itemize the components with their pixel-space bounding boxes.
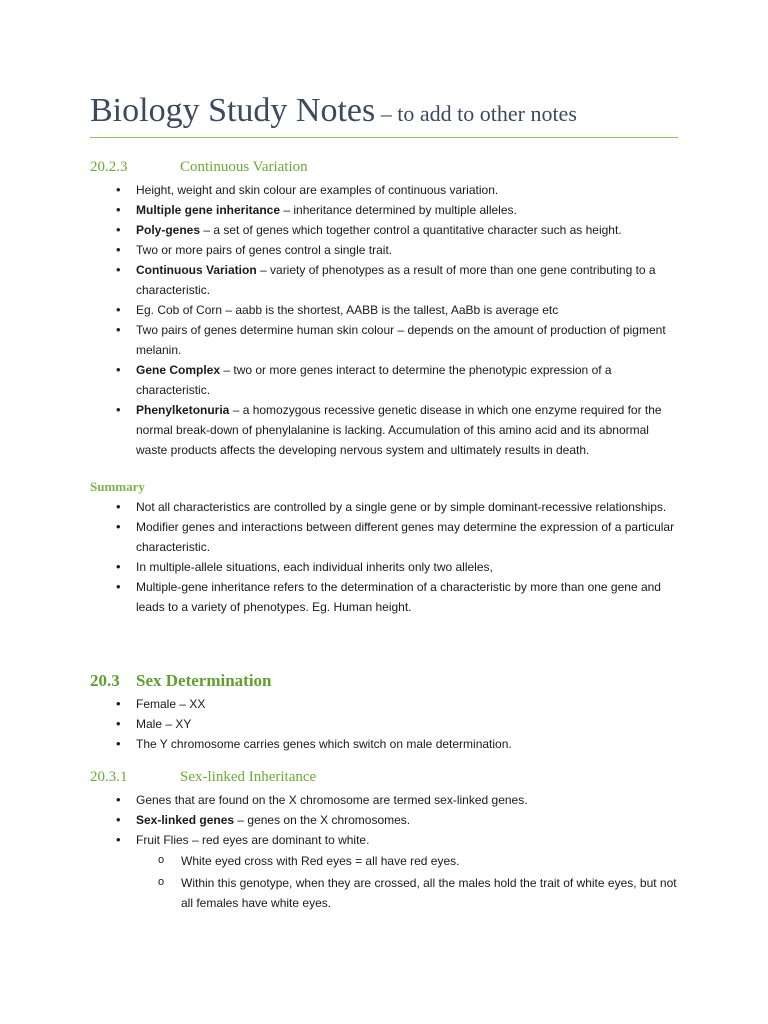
section-number: 20.2.3 [90,159,128,175]
list-item: • Phenylketonuria – a homozygous recessive genetic disease in which one enzyme required for the normal break-down of phenylalanine is lacking. Accumulation of this amino acid and its abnormal waste products affects the developing nervous system and ultimately results in death. [136,400,676,460]
section-heading: Sex-linked Inheritance [180,769,317,785]
heading-sex-determination [90,671,272,691]
sex-determination-list [136,694,676,754]
list-item: • Gene Complex – two or more genes interact to determine the phenotypic expression of a characteristic. [136,360,676,400]
list-item: • Modifier genes and interactions between different genes may determine the expression of a particular characteristic. [136,517,676,557]
list-item: • The Y chromosome carries genes which switch on male determination. [136,734,676,754]
list-item: • Female – XX [136,694,676,714]
list-item: • Male – XY [136,714,676,734]
heading-continuous-variation [90,159,308,176]
list-item: • Height, weight and skin colour are examples of continuous variation. [136,180,676,200]
list-item: • In multiple-allele situations, each individual inherits only two alleles, [136,557,676,577]
list-item: • Two pairs of genes determine human skin colour – depends on the amount of production of pigment melanin. [136,320,676,360]
list-item: • Two or more pairs of genes control a single trait. [136,240,676,260]
list-item: • Poly-genes – a set of genes which together control a quantitative character such as height. [136,220,676,240]
list-item: • Sex-linked genes – genes on the X chromosomes. [136,810,676,830]
list-item: • Eg. Cob of Corn – aabb is the shortest, AABB is the tallest, AaBb is average etc [136,300,676,320]
sub-list-item: o White eyed cross with Red eyes = all have red eyes. [181,851,681,871]
list-item: • Continuous Variation – variety of phenotypes as a result of more than one gene contributing to a characteristic. [136,260,676,300]
fruit-flies-sublist [181,851,681,913]
document-title [90,92,577,130]
sub-list-item: o Within this genotype, when they are crossed, all the males hold the trait of white eyes, but not all females have white eyes. [181,873,681,913]
heading-sex-linked-inheritance [90,769,316,786]
heading-summary: Summary [90,479,145,494]
section-number: 20.3 [90,671,120,690]
sex-linked-list [136,790,676,850]
list-item: • Not all characteristics are controlled by a single gene or by simple dominant-recessive relationships. [136,497,676,517]
section-heading: Continuous Variation [180,159,308,175]
section-number: 20.3.1 [90,769,128,785]
list-item: • Multiple gene inheritance – inheritance determined by multiple alleles. [136,200,676,220]
document-title-sub: – to add to other notes [375,101,577,126]
document-title-main: Biology Study Notes [90,92,376,129]
section-heading: Sex Determination [136,671,272,690]
list-item: • Multiple-gene inheritance refers to the determination of a characteristic by more than one gene and leads to a variety of phenotypes. Eg. Human height. [136,577,676,617]
list-item: • Genes that are found on the X chromosome are termed sex-linked genes. [136,790,676,810]
summary-list [136,497,676,617]
list-item: • Fruit Flies – red eyes are dominant to white. [136,830,676,850]
continuous-variation-list [136,180,676,460]
title-divider [90,137,678,138]
